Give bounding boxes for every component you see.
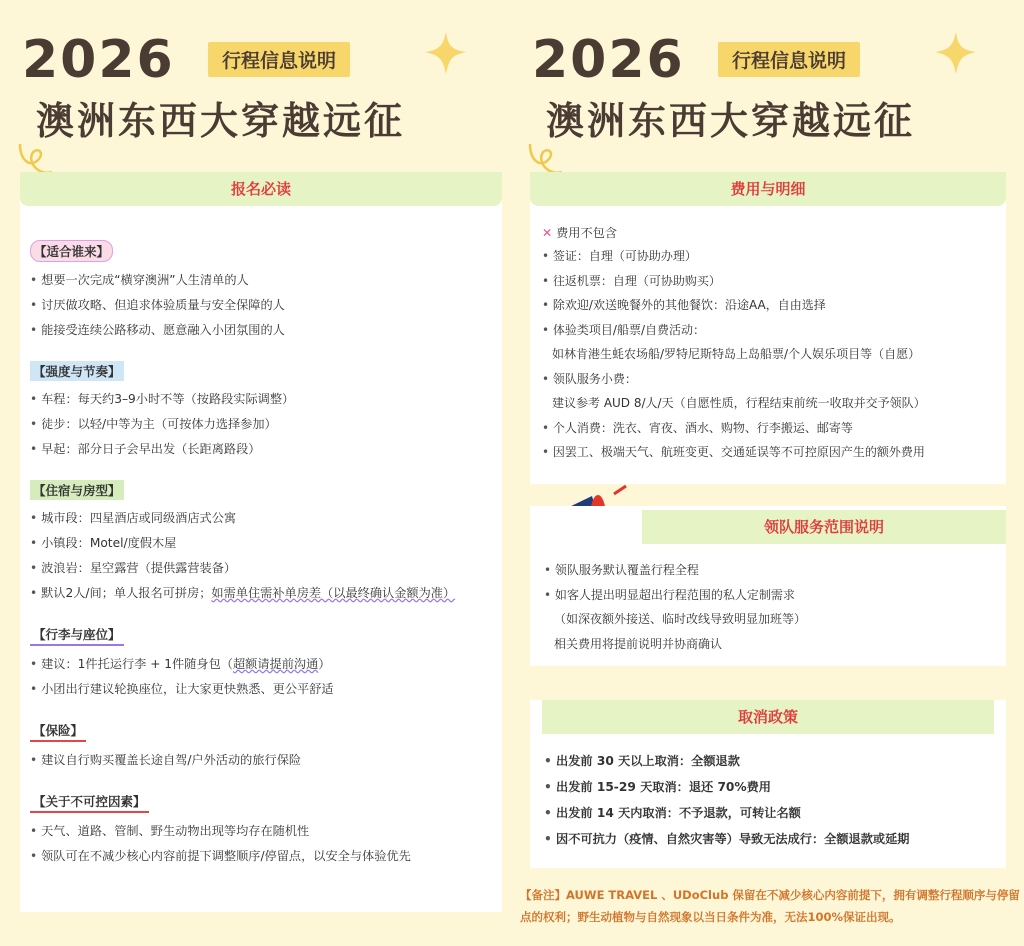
list-item: • 小镇段：Motel/度假木屋	[30, 531, 496, 556]
section-uncontrollable	[30, 791, 496, 869]
list-item: 建议参考 AUD 8/人/天（自愿性质，行程结束前统一收取并交予领队）	[552, 396, 926, 410]
year-title: 2026	[532, 30, 685, 90]
section-luggage	[30, 624, 496, 702]
right-panel	[522, 0, 1012, 946]
leader-list	[544, 558, 806, 656]
section-heading: 【保险】	[30, 720, 86, 742]
year-title: 2026	[22, 30, 175, 90]
list-item: • 往返机票：自理（可协助购买）	[542, 269, 1000, 294]
section-title: 领队服务范围说明	[642, 510, 1006, 544]
info-tag: 行程信息说明	[208, 42, 350, 77]
list-item: • 讨厌做攻略、但追求体验质量与安全保障的人	[30, 293, 496, 318]
section-title: 费用与明细	[530, 172, 1006, 206]
list-item: • 早起：部分日子会早出发（长距离路段）	[30, 437, 496, 462]
cancel-card	[530, 700, 1006, 868]
section-heading: 【强度与节奏】	[30, 361, 124, 381]
list-item: • 领队服务小费：	[542, 367, 1000, 392]
list-item: • 徒步：以轻/中等为主（可按体力选择参加）	[30, 412, 496, 437]
section-accommodation	[30, 480, 496, 606]
fee-list	[542, 244, 1000, 465]
leader-card	[530, 506, 1006, 666]
exclude-heading	[542, 222, 1000, 244]
section-heading: 【住宿与房型】	[30, 480, 124, 500]
list-item: • 如客人提出明显超出行程范围的私人定制需求	[544, 583, 806, 608]
list-item: 如林肯港生蚝农场船/罗特尼斯特岛上岛船票/个人娱乐项目等（自愿）	[552, 347, 921, 361]
star-icon	[932, 30, 978, 76]
section-heading: 【行李与座位】	[30, 624, 124, 646]
section-intensity	[30, 361, 496, 462]
list-item: • 城市段：四星酒店或同级酒店式公寓	[30, 506, 496, 531]
signup-card	[20, 172, 502, 912]
luggage-text: 建议：1件托运行李 + 1件随身包（	[41, 657, 233, 671]
list-item: • 车程：每天约3–9小时不等（按路段实际调整）	[30, 387, 496, 412]
info-tag: 行程信息说明	[718, 42, 860, 77]
list-item: • 出发前 14 天内取消：不予退款，可转让名额	[544, 800, 909, 826]
list-item: • 除欢迎/欢送晚餐外的其他餐饮：沿途AA，自由选择	[542, 293, 1000, 318]
list-item: • 出发前 15-29 天取消：退还 70%费用	[544, 774, 909, 800]
list-item: 相关费用将提前说明并协商确认	[554, 636, 723, 651]
main-title: 澳洲东西大穿越远征	[36, 99, 406, 143]
left-panel	[12, 0, 502, 946]
fee-card	[530, 172, 1006, 484]
section-heading: 【关于不可控因素】	[30, 791, 149, 813]
list-item: • 想要一次完成“横穿澳洲”人生清单的人	[30, 268, 496, 293]
room-default: 默认2人/间；单人报名可拼房；	[41, 586, 212, 600]
luggage-highlight: 超额请提前沟通	[232, 657, 319, 671]
section-insurance	[30, 720, 496, 773]
list-item: • 领队服务默认覆盖行程全程	[544, 558, 806, 583]
luggage-close: ）	[318, 657, 331, 671]
list-item: • 能接受连续公路移动、愿意融入小团氛围的人	[30, 318, 496, 343]
list-item: • 个人消费：洗衣、宵夜、酒水、购物、行李搬运、邮寄等	[542, 416, 1000, 441]
main-title: 澳洲东西大穿越远征	[546, 99, 916, 143]
list-item	[30, 581, 496, 606]
list-item: （如深夜额外接送、临时改线导致明显加班等）	[554, 612, 807, 626]
cancel-list	[544, 748, 909, 852]
cross-icon: ✕	[542, 226, 553, 240]
list-item: • 体验类项目/船票/自费活动：	[542, 318, 1000, 343]
exclude-label: 费用不包含	[556, 226, 618, 240]
list-item	[30, 652, 496, 677]
list-item: • 签证：自理（可协助办理）	[542, 244, 1000, 269]
single-supplement: 如需单住需补单房差（以最终确认金额为准）	[211, 586, 456, 600]
list-item: • 建议自行购买覆盖长途自驾/户外活动的旅行保险	[30, 748, 496, 773]
footnote: 【备注】AUWE TRAVEL 、UDoClub 保留在不减少核心内容前提下，拥有调整行程顺序与停留点的权利；野生动植物与自然现象以当日条件为准，无法100%保证出现。	[520, 888, 1020, 924]
list-item: • 小团出行建议轮换座位，让大家更快熟悉、更公平舒适	[30, 677, 496, 702]
section-title: 取消政策	[542, 700, 994, 734]
list-item: • 因罢工、极端天气、航班变更、交通延误等不可控原因产生的额外费用	[542, 440, 1000, 465]
list-item: • 因不可抗力（疫情、自然灾害等）导致无法成行：全额退款或延期	[544, 826, 909, 852]
list-item: • 领队可在不减少核心内容前提下调整顺序/停留点，以安全与体验优先	[30, 844, 496, 869]
list-item: • 天气、道路、管制、野生动物出现等均存在随机性	[30, 819, 496, 844]
section-title: 报名必读	[20, 172, 502, 206]
list-item: • 波浪岩：星空露营（提供露营装备）	[30, 556, 496, 581]
section-heading: 【适合谁来】	[30, 240, 113, 262]
list-item: • 出发前 30 天以上取消：全额退款	[544, 748, 909, 774]
star-icon	[422, 30, 468, 76]
section-audience	[30, 240, 496, 343]
